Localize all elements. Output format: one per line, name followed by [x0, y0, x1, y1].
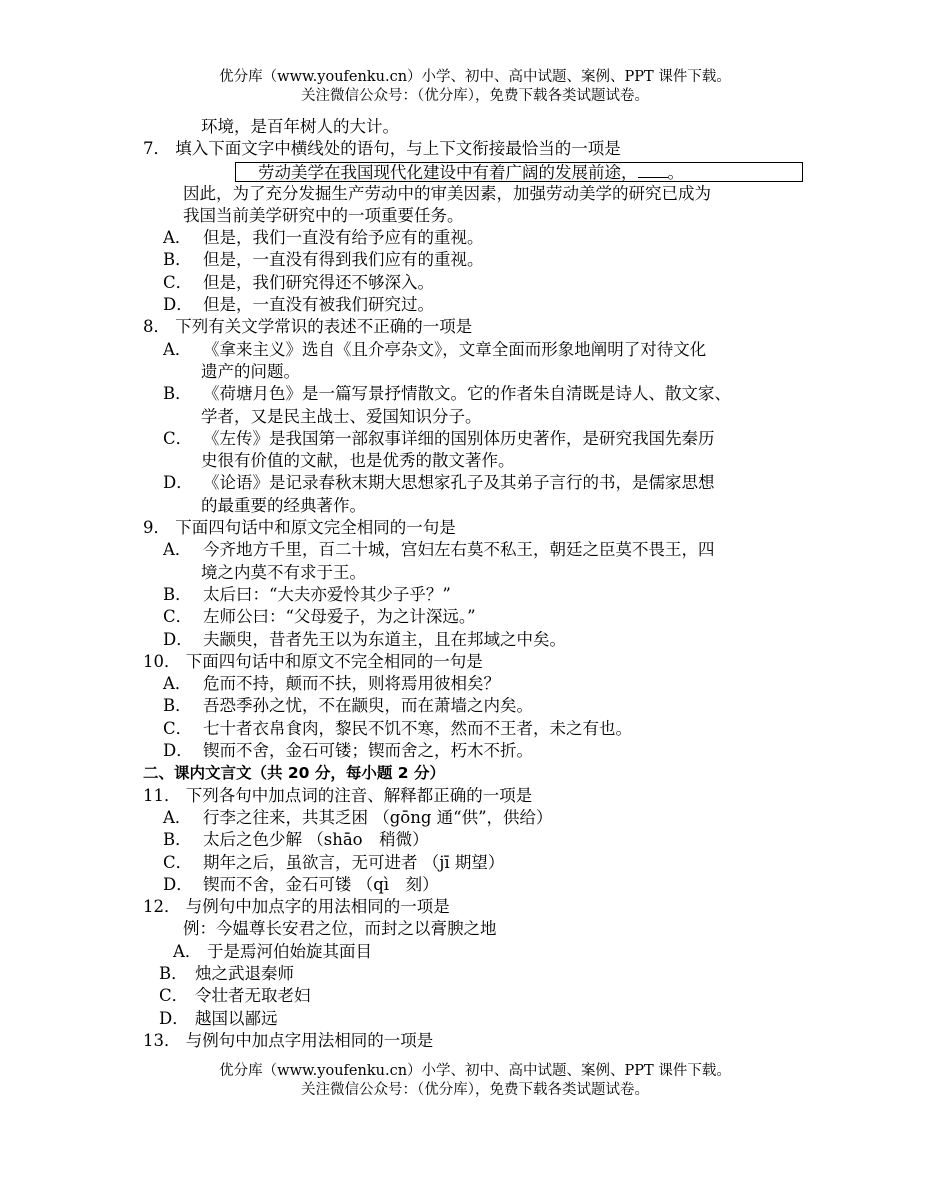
option-label: B．	[163, 250, 192, 270]
option-text: 太后曰：“大夫亦爱怜其少子乎？”	[203, 584, 451, 604]
option-label: C．	[163, 272, 193, 292]
page-footer	[0, 1062, 950, 1100]
option-text: 行李之往来，共其乏困 （gōng 通“供”，供给）	[203, 807, 553, 827]
question-12-example: 例：今媪尊长安君之位，而封之以膏腴之地	[183, 919, 497, 939]
option-text: 但是，我们一直没有给予应有的重视。	[203, 228, 484, 248]
option-label: C．	[159, 986, 189, 1006]
question-12-number: 12．	[143, 897, 181, 917]
option	[143, 539, 823, 561]
option	[143, 227, 823, 249]
option	[143, 852, 823, 874]
option-text: 于是焉河伯始旋其面目	[207, 941, 372, 961]
option	[143, 629, 823, 651]
option-text: 《论语》是记录春秋末期大思想家孔子及其弟子言行的书，是儒家思想	[203, 473, 715, 493]
option-label: A．	[173, 941, 202, 961]
option-label: A．	[163, 228, 192, 248]
option-label: D．	[163, 629, 193, 649]
option	[143, 1008, 823, 1030]
option	[143, 584, 823, 606]
option-label: C．	[163, 718, 193, 738]
fill-blank	[638, 163, 668, 178]
option	[143, 383, 823, 405]
option	[143, 249, 823, 271]
footer-line-1: 优分库（www.youfenku.cn）小学、初中、高中试题、案例、PPT 课件下载。	[219, 1063, 731, 1079]
option	[143, 695, 823, 717]
question-8-number: 8．	[143, 317, 170, 337]
question-13-number: 13．	[143, 1030, 181, 1050]
question-9	[143, 517, 823, 539]
option-label: B．	[163, 584, 192, 604]
option-text: 吾恐季孙之忧，不在颛臾，而在萧墙之内矣。	[203, 696, 533, 716]
question-11	[143, 785, 823, 807]
option-text: 太后之色少解 （shāo 稍微）	[203, 830, 429, 850]
option-text: 越国以鄙远	[195, 1008, 278, 1028]
question-10-number: 10．	[143, 651, 181, 671]
option-label: A．	[163, 339, 192, 359]
question-7-passage-line-1: 因此，为了充分发掘生产劳动中的审美因素，加强劳动美学的研究已成为	[183, 183, 711, 203]
option-label: C．	[163, 428, 193, 448]
option	[143, 829, 823, 851]
option	[143, 985, 823, 1007]
question-7-boxed-passage	[235, 162, 803, 182]
page-header	[0, 68, 950, 106]
option-label: B．	[163, 830, 192, 850]
option-label: B．	[163, 696, 192, 716]
option-text: 令壮者无取老妇	[195, 986, 311, 1006]
question-11-number: 11．	[143, 785, 181, 805]
option-continuation: 境之内莫不有求于王。	[201, 562, 366, 582]
question-11-stem: 下列各句中加点词的注音、解释都正确的一项是	[185, 785, 533, 805]
question-12-stem: 与例句中加点字的用法相同的一项是	[185, 897, 450, 917]
section-heading: 二、课内文言文（共 20 分，每小题 2 分）	[143, 764, 445, 783]
footer-line-2: 关注微信公众号：（优分库），免费下载各类试题试卷。	[301, 1082, 649, 1098]
option	[143, 428, 823, 450]
option-continuation: 遗产的问题。	[201, 361, 300, 381]
option-text: 《荷塘月色》是一篇写景抒情散文。它的作者朱自清既是诗人、散文家、	[203, 384, 731, 404]
option-label: D．	[163, 741, 193, 761]
option	[143, 339, 823, 361]
option-label: C．	[163, 607, 193, 627]
option-continuation: 学者，又是民主战士、爱国知识分子。	[201, 406, 482, 426]
question-7-box-text: 劳动美学在我国现代化建设中有着广阔的发展前途，	[258, 162, 638, 182]
option-continuation: 史很有价值的文献，也是优秀的散文著作。	[201, 451, 515, 471]
carry-over-line: 环境，是百年树人的大计。	[201, 117, 399, 136]
option	[143, 606, 823, 628]
option-label: A．	[163, 674, 192, 694]
option-label: A．	[163, 540, 192, 560]
option	[143, 807, 823, 829]
option	[143, 963, 823, 985]
question-9-number: 9．	[143, 518, 170, 538]
question-8	[143, 316, 823, 338]
option-label: D．	[163, 295, 193, 315]
option-text: 烛之武退秦师	[195, 963, 294, 983]
option-text: 锲而不舍，金石可镂；锲而舍之，朽木不折。	[203, 741, 533, 761]
option-continuation: 的最重要的经典著作。	[201, 495, 366, 515]
question-7-box-end: 。	[667, 162, 684, 182]
option-text: 锲而不舍，金石可镂 （qì 刻）	[203, 874, 439, 894]
option-label: D．	[163, 874, 193, 894]
question-9-stem: 下面四句话中和原文完全相同的一句是	[175, 518, 456, 538]
option-text: 今齐地方千里，百二十城，宫妇左右莫不私王，朝廷之臣莫不畏王，四	[203, 540, 715, 560]
option-label: D．	[159, 1008, 189, 1028]
question-7-stem: 填入下面文字中横线处的语句，与上下文衔接最恰当的一项是	[175, 139, 621, 159]
option-text: 七十者衣帛食肉，黎民不饥不寒，然而不王者，未之有也。	[203, 718, 632, 738]
option	[143, 472, 823, 494]
option-text: 但是，一直没有得到我们应有的重视。	[203, 250, 484, 270]
option-text: 《拿来主义》选自《且介亭杂文》，文章全面而形象地阐明了对待文化	[203, 339, 707, 359]
option-label: D．	[163, 473, 193, 493]
option	[143, 941, 823, 963]
option-text: 期年之后，虽欲言，无可进者 （jī 期望）	[203, 852, 505, 872]
option	[143, 272, 823, 294]
question-13	[143, 1030, 823, 1052]
option-text: 但是，一直没有被我们研究过。	[203, 295, 434, 315]
option-label: B．	[159, 963, 188, 983]
option-label: A．	[163, 807, 192, 827]
question-10	[143, 651, 823, 673]
question-8-stem: 下列有关文学常识的表述不正确的一项是	[175, 317, 473, 337]
header-line-2: 关注微信公众号：（优分库），免费下载各类试题试卷。	[301, 88, 649, 104]
option	[143, 294, 823, 316]
option-text: 夫颛臾，昔者先王以为东道主，且在邦域之中矣。	[203, 629, 566, 649]
option-text: 左师公曰：“父母爱子，为之计深远。”	[203, 607, 476, 627]
question-10-stem: 下面四句话中和原文不完全相同的一句是	[185, 651, 483, 671]
option	[143, 718, 823, 740]
option	[143, 740, 823, 762]
option-label: C．	[163, 852, 193, 872]
question-7	[143, 138, 823, 160]
option	[143, 673, 823, 695]
header-line-1: 优分库（www.youfenku.cn）小学、初中、高中试题、案例、PPT 课件下载。	[219, 69, 731, 85]
question-12	[143, 896, 823, 918]
option-label: B．	[163, 384, 192, 404]
question-7-number: 7．	[143, 139, 170, 159]
question-7-passage-line-2: 我国当前美学研究中的一项重要任务。	[183, 205, 464, 225]
document-body	[143, 116, 823, 1052]
option-text: 《左传》是我国第一部叙事详细的国别体历史著作，是研究我国先秦历	[203, 428, 715, 448]
option-text: 危而不持，颠而不扶，则将焉用彼相矣？	[203, 674, 500, 694]
question-13-stem: 与例句中加点字用法相同的一项是	[185, 1030, 434, 1050]
option	[143, 874, 823, 896]
option-text: 但是，我们研究得还不够深入。	[203, 272, 434, 292]
